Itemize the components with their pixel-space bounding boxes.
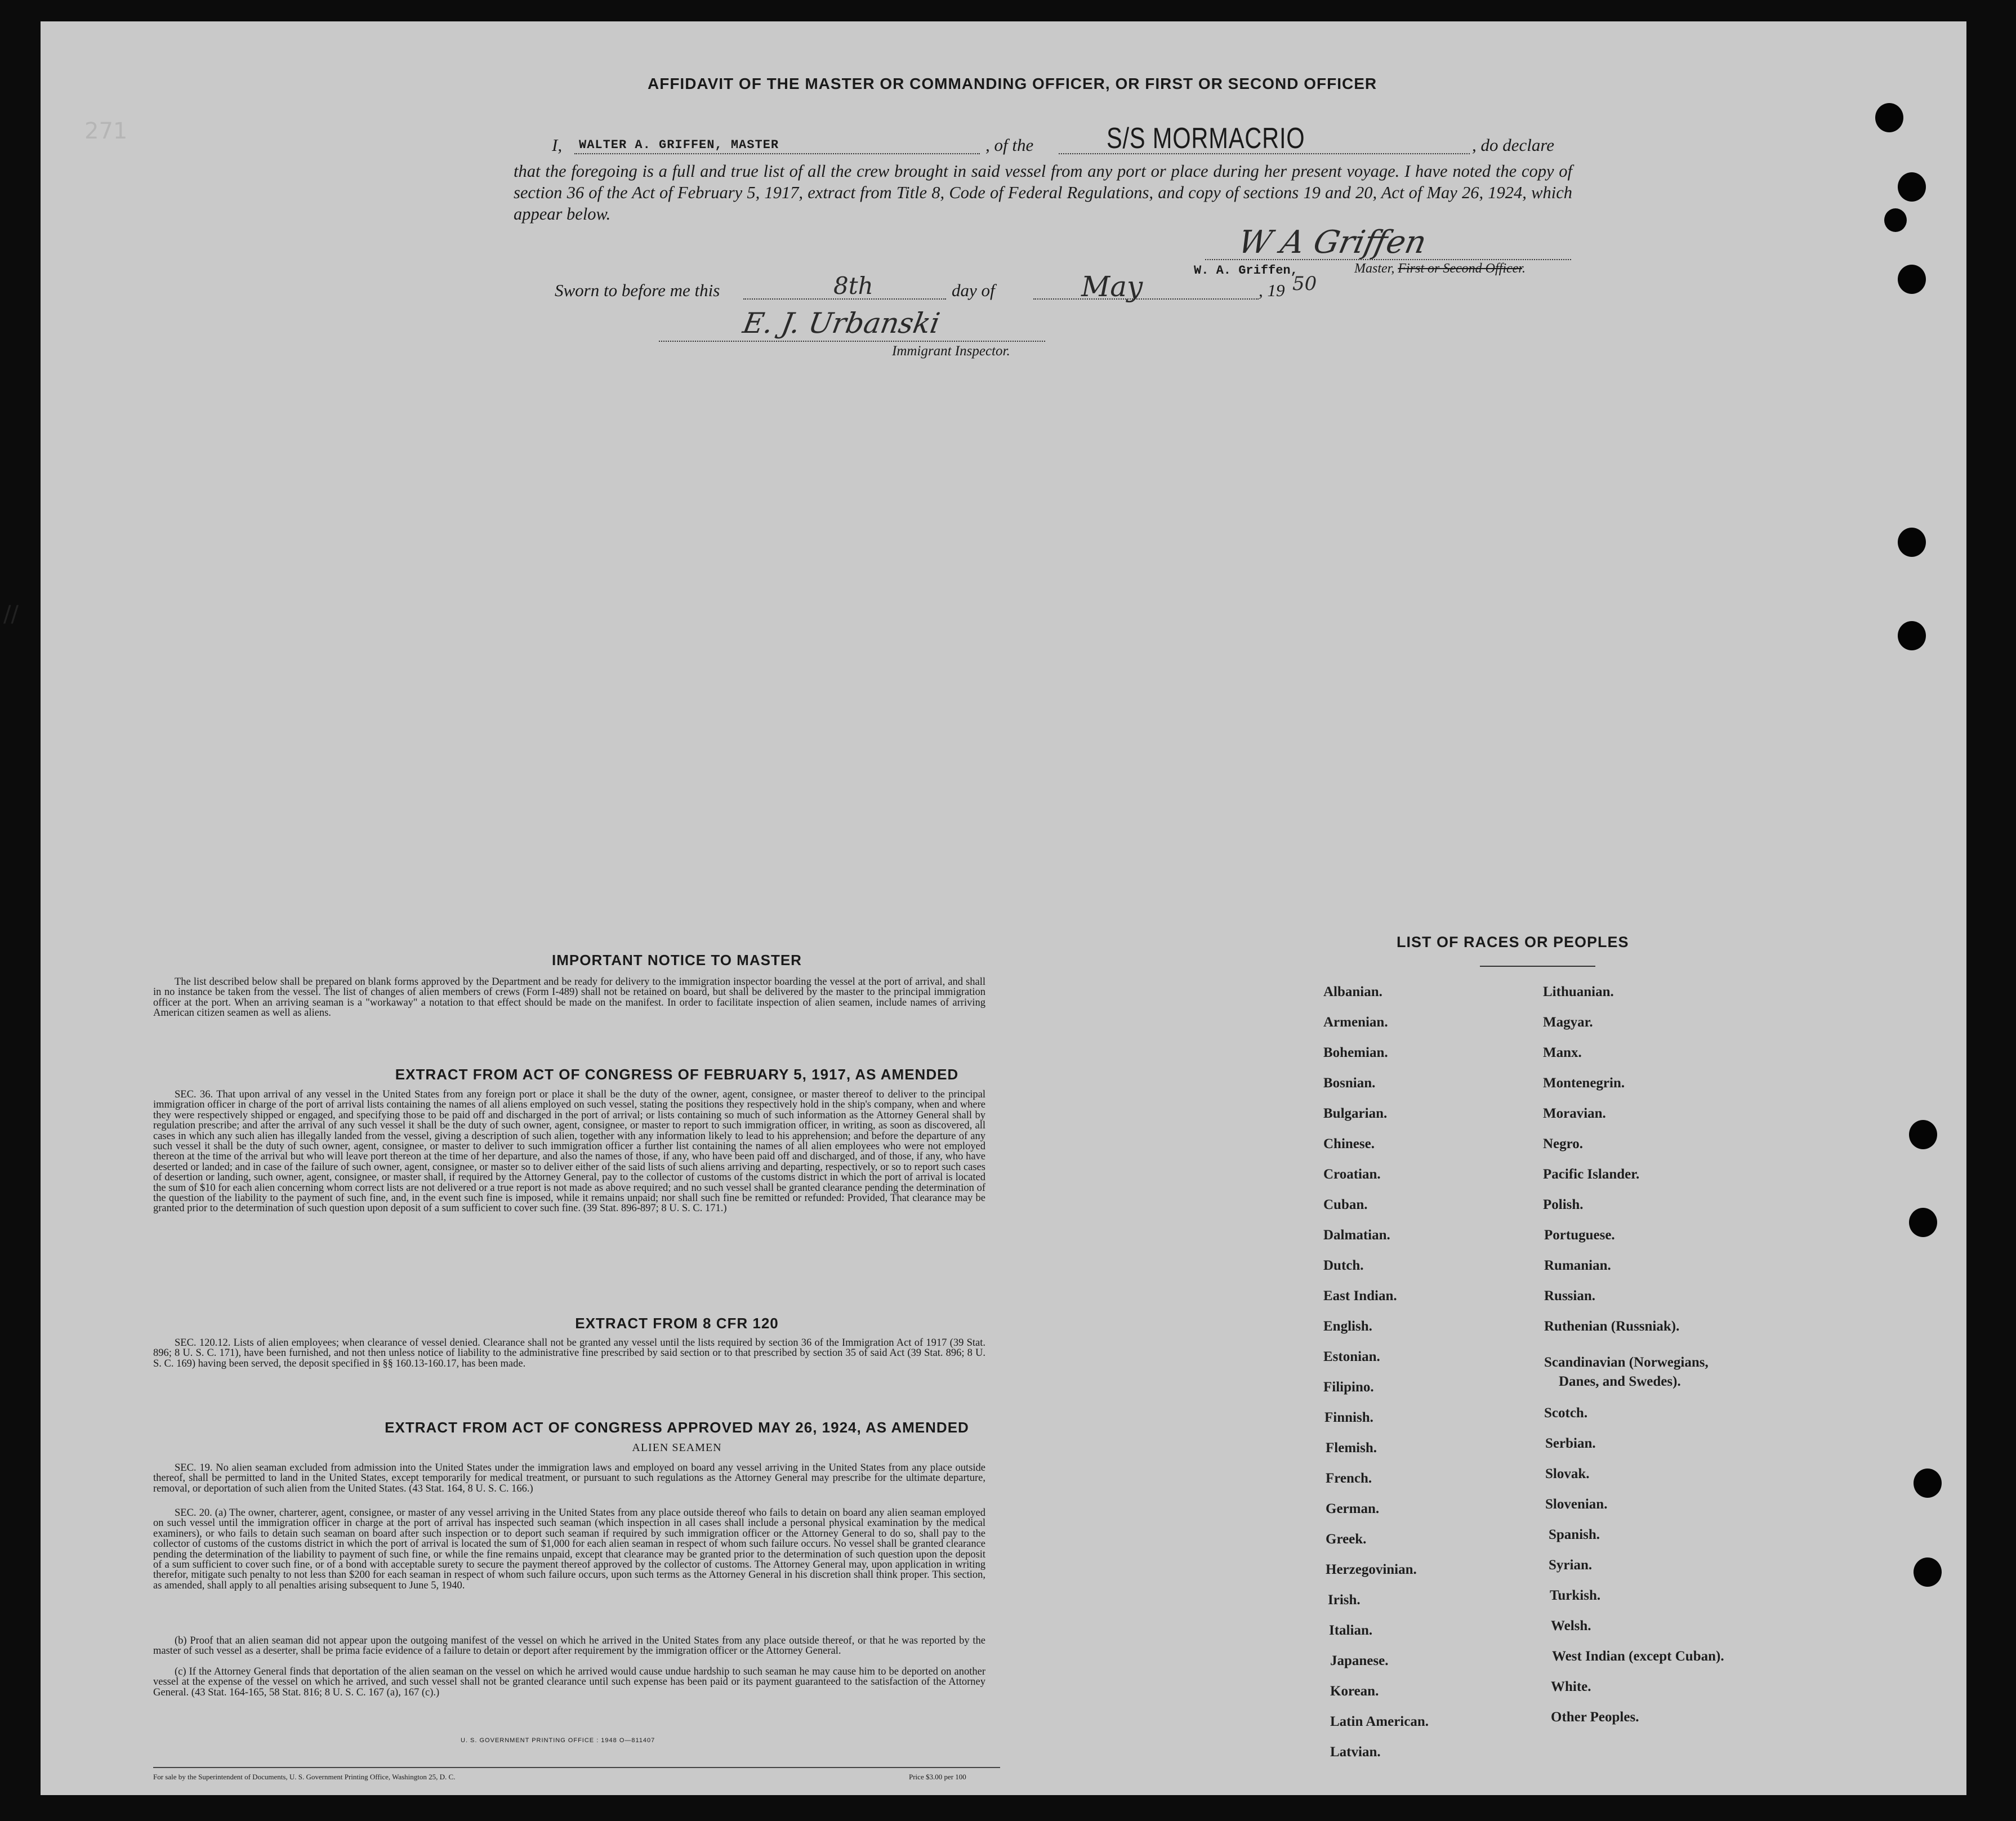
race-item: Latvian. [1330,1744,1381,1760]
day-of-label: day of [952,280,995,300]
race-item: Other Peoples. [1551,1710,1639,1725]
race-item: German. [1326,1501,1380,1516]
year-prefix: , 19 [1259,280,1285,300]
race-item: Magyar. [1543,1015,1593,1030]
race-item: Montenegrin. [1543,1075,1625,1091]
master-title-period: . [1522,261,1526,276]
vessel-name: S/S MORMACRIO [1107,122,1305,155]
race-item: Chinese. [1323,1136,1375,1151]
race-item: Croatian. [1323,1167,1381,1182]
race-item: Manx. [1543,1045,1582,1060]
race-item: Pacific Islander. [1543,1167,1640,1182]
race-item: Welsh. [1551,1618,1591,1633]
notice-title: IMPORTANT NOTICE TO MASTER [552,952,802,968]
extract-1924-section-20b: (b) Proof that an alien seaman did not appear upon the outgoing manifest of the vessel on which he arrived in the United States from any place outside thereof, or that he was reported by the master of such vessel as a deserter, shall be prima facie evidence of a failure to detain or deport after requirement by the immigration officer or the Attorney General. [153,1635,985,1657]
race-item: White. [1551,1679,1591,1694]
extract-1924-section-20c: (c) If the Attorney General finds that deportation of the alien seaman on the vessel on which he arrived would cause undue hardship to such seaman he may cause him to be deported on another vessel at the expense of the vessel on which he arrived, and such vessel shall not be granted clearance until such expense has been paid or its payment guaranteed to the satisfaction of the Attorney General. (43 Stat. 164-165, 58 Stat. 816; 8 U. S. C. 167 (a), 167 (c).) [153,1666,985,1698]
punch-hole [1898,172,1926,202]
race-item: Ruthenian (Russniak). [1544,1319,1680,1334]
race-item: Bosnian. [1323,1075,1376,1091]
inspector-signature: E. J. Urbanski [740,307,943,340]
master-name-typed: WALTER A. GRIFFEN, MASTER [579,138,779,152]
punch-hole [1898,528,1926,557]
race-item: Latin American. [1330,1714,1429,1729]
master-name-typed-2: W. A. Griffen, [1194,264,1298,278]
race-item: Finnish. [1324,1410,1373,1425]
month-field-line [1033,298,1259,300]
sale-notice: For sale by the Superintendent of Documents, U. S. Government Printing Office, Washington 25, D. C. [153,1773,456,1781]
master-title-struck: First or Second Officer [1398,261,1522,276]
sworn-day: 8th [833,272,873,300]
footer-rule [153,1767,1000,1768]
extract-1917-title: EXTRACT FROM ACT OF CONGRESS OF FEBRUARY 5, 1917, AS AMENDED [395,1066,959,1083]
race-item: Bulgarian. [1323,1106,1388,1121]
extract-1924-section-20a: SEC. 20. (a) The owner, charterer, agent, consignee, or master of any vessel arriving in the United States from any place outside thereof who fails to detain on board any alien seaman employed on such vessel until the immigration officer in charge at the port of arrival has inspected such seaman (which inspection in all cases shall include a personal physical examination by the medical examiners), or who fails to detain such seaman on board after such inspection or to deport such seaman if required by such immigration officer or the Attorney General to do so, shall pay to the collector of customs of the customs district in which the port of arrival is located the sum of $1,000 for each alien seaman in respect of whom such failure occurs. No vessel shall be granted clearance pending the determination of the liability to payment of such fine, or while the fine remains unpaid, except that clearance may be granted prior to the determination of such question upon the deposit of a sum sufficient to cover such fine, or of a bond with acceptable surety to secure the payment thereof approved by the collector of customs. The Attorney General may, upon application in writing therefor, mitigate such penalty to not less than $200 for each seaman in respect of whom such failure occurs, upon such terms as the Attorney General in his discretion shall think proper. This section, as amended, shall apply to all penalties arising subsequent to June 5, 1940. [153,1507,985,1591]
race-item: Danes, and Swedes). [1559,1374,1681,1389]
race-item: Negro. [1543,1136,1584,1151]
sworn-month: May [1081,270,1143,303]
notice-text: The list described below shall be prepared on blank forms approved by the Department and be ready for delivery to the immigration inspector boarding the vessel at the port of arrival, and shall in no instance be taken from the vessel. The list of changes of alien members of crews (Form I-489) shall not be retained on board, but shall be delivered by the master to the principal immigration officer at the port. When an arriving seaman is a "workaway" a notation to that effect should be made on the manifest. In order to facilitate inspection of alien seamen, include names of arriving American citizen seamen as well as aliens. [153,976,985,1019]
of-the-label: , of the [985,135,1034,155]
race-item: Spanish. [1549,1527,1600,1542]
punch-hole [1884,208,1907,232]
race-item: Dalmatian. [1323,1228,1390,1243]
race-item: West Indian (except Cuban). [1552,1649,1724,1664]
race-item: Serbian. [1545,1436,1596,1451]
race-item: Italian. [1329,1623,1373,1638]
inspector-label: Immigrant Inspector. [892,343,1010,359]
race-item: Dutch. [1323,1258,1364,1273]
punch-hole [1898,621,1926,650]
race-item: Albanian. [1323,984,1382,999]
affidavit-statement: that the foregoing is a full and true list of all the crew brought in said vessel from any port or place during her present voyage. I have noted the copy of section 36 of the Act of February 5, 1917, extract from Title 8, Code of Federal Regulations, and copy of sections 19 and 20, Act of May 26, 1924, which appear below. [514,162,1572,224]
race-item: Scotch. [1544,1405,1588,1421]
race-item: Rumanian. [1544,1258,1611,1273]
race-item: Bohemian. [1323,1045,1388,1060]
race-item: Irish. [1328,1592,1361,1608]
race-item: Syrian. [1549,1557,1593,1573]
i-label: I, [552,135,563,155]
race-item: Korean. [1330,1684,1379,1699]
race-item: Moravian. [1543,1106,1606,1121]
affidavit-title: AFFIDAVIT OF THE MASTER OR COMMANDING OFFICER, OR FIRST OR SECOND OFFICER [648,75,1377,92]
inspector-signature-line [659,341,1045,342]
race-item: English. [1323,1319,1372,1334]
master-title-master: Master, [1354,261,1395,276]
race-item: French. [1326,1471,1372,1486]
extract-cfr-title: EXTRACT FROM 8 CFR 120 [575,1315,779,1332]
punch-hole [1875,103,1903,132]
punch-hole [1909,1120,1937,1149]
extract-1917-text: SEC. 36. That upon arrival of any vessel in the United States from any foreign port or place it shall be the duty of the owner, agent, consignee, or master thereof to deliver to the principal immigration officer in charge of the port of arrival lists containing the names of all aliens employed on such vessel, stating the positions they respectively hold in the ship's company, when and where they were respectively shipped or engaged, and specifying those to be paid off and discharged in the port of arrival; or lists containing so much of such information as the Attorney General shall by regulation prescribe; and after the arrival of any such vessel it shall be the duty of such owner, agent, consignee, or master to report to such immigration officer, in writing, as soon as discovered, all cases in which any such alien has illegally landed from the vessel, giving a description of such alien, together with any information likely to lead to his apprehension; and before the departure of any such vessel it shall be the duty of such owner, agent, consignee, or master to deliver to such immigration officer a further list containing the names of all alien employees who were not employed thereon at the time of the arrival but who will leave port thereon at the time of her departure, and also the names of those, if any, who have been paid off and discharged, and of those, if any, who have deserted or landed; and in case of the failure of such owner, agent, consignee, or master so to deliver either of the said lists of such aliens arriving and departing, respectively, or so to report such cases of desertion or landing, such owner, agent, consignee, or master shall, if required by the Attorney General, pay to the collector of customs of the customs district in which the port of arrival is located the sum of $10 for each alien concerning whom correct lists are not delivered or a true report is not made as above required; and no such vessel shall be granted clearance pending the determination of the question of the liability to the payment of such fine, and, in the event such fine is imposed, while it remains unpaid; nor shall such fine be remitted or refunded: Provided, That clearance may be granted prior to the determination of such question upon deposit of a sum sufficient to cover such fine. (39 Stat. 896-897; 8 U. S. C. 171.) [153,1089,985,1215]
races-title: LIST OF RACES OR PEOPLES [1397,934,1629,950]
master-signature: W A Griffen [1235,224,1430,261]
race-item: Lithuanian. [1543,984,1614,999]
race-item: Filipino. [1323,1380,1374,1395]
race-item: Armenian. [1323,1015,1388,1030]
declarant-line [552,122,1577,158]
extract-cfr-text: SEC. 120.12. Lists of alien employees; when clearance of vessel denied. Clearance shall not be granted any vessel until the lists required by section 36 of the Immigration Act of 1917 (39 Stat. 896; 8 U. S. C. 171), have been furnished, and not then unless notice of liability to the administrative fine prescribed by said section or to that prescribed by section 35 of said Act (39 Stat. 896; 8 U. S. C. 169) having been served, the deposit specified in §§ 160.13-160.17, has been made. [153,1337,985,1369]
edge-mark: // [3,601,19,627]
punch-hole [1909,1208,1937,1237]
punch-hole [1914,1469,1942,1498]
race-item: Slovak. [1545,1466,1590,1481]
race-item: Cuban. [1323,1197,1368,1212]
extract-1924-section-19: SEC. 19. No alien seaman excluded from admission into the United States under the immigration laws and employed on board any vessel arriving in the United States from any place outside thereof, shall be permitted to land in the United States, except temporarily for medical treatment, or pursuant to such regulations as the Attorney General may prescribe for the ultimate departure, removal, or deportation of such alien from the United States. (43 Stat. 164, 8 U. S. C. 166.) [153,1462,985,1494]
race-item: Slovenian. [1545,1497,1608,1512]
race-item: Greek. [1326,1532,1367,1547]
alien-seamen-subtitle: ALIEN SEAMEN [632,1441,722,1454]
race-item: Japanese. [1330,1653,1389,1668]
punch-hole [1914,1557,1942,1587]
race-item: Russian. [1544,1288,1596,1304]
race-item: Herzegovinian. [1326,1562,1417,1577]
name-field-line [574,153,980,154]
punch-hole [1898,265,1926,294]
sworn-year: 50 [1292,273,1317,295]
race-item: Turkish. [1550,1588,1601,1603]
do-declare-label: , do declare [1472,135,1555,155]
race-item: Scandinavian (Norwegians, [1544,1355,1709,1370]
price-notice: Price $3.00 per 100 [909,1773,966,1781]
page-number-faint: 271 [84,118,128,144]
race-item: Portuguese. [1544,1228,1615,1243]
master-signature-line [1205,259,1571,260]
sworn-label: Sworn to before me this [555,280,720,300]
race-item: Estonian. [1323,1349,1380,1364]
master-title [1354,261,1526,276]
races-title-rule [1480,966,1595,967]
race-item: East Indian. [1323,1288,1397,1304]
race-item: Polish. [1543,1197,1584,1212]
race-item: Flemish. [1326,1440,1377,1456]
extract-1924-title: EXTRACT FROM ACT OF CONGRESS APPROVED MAY 26, 1924, AS AMENDED [385,1419,969,1436]
printing-office-line: U. S. GOVERNMENT PRINTING OFFICE : 1948 O—811407 [461,1737,655,1744]
